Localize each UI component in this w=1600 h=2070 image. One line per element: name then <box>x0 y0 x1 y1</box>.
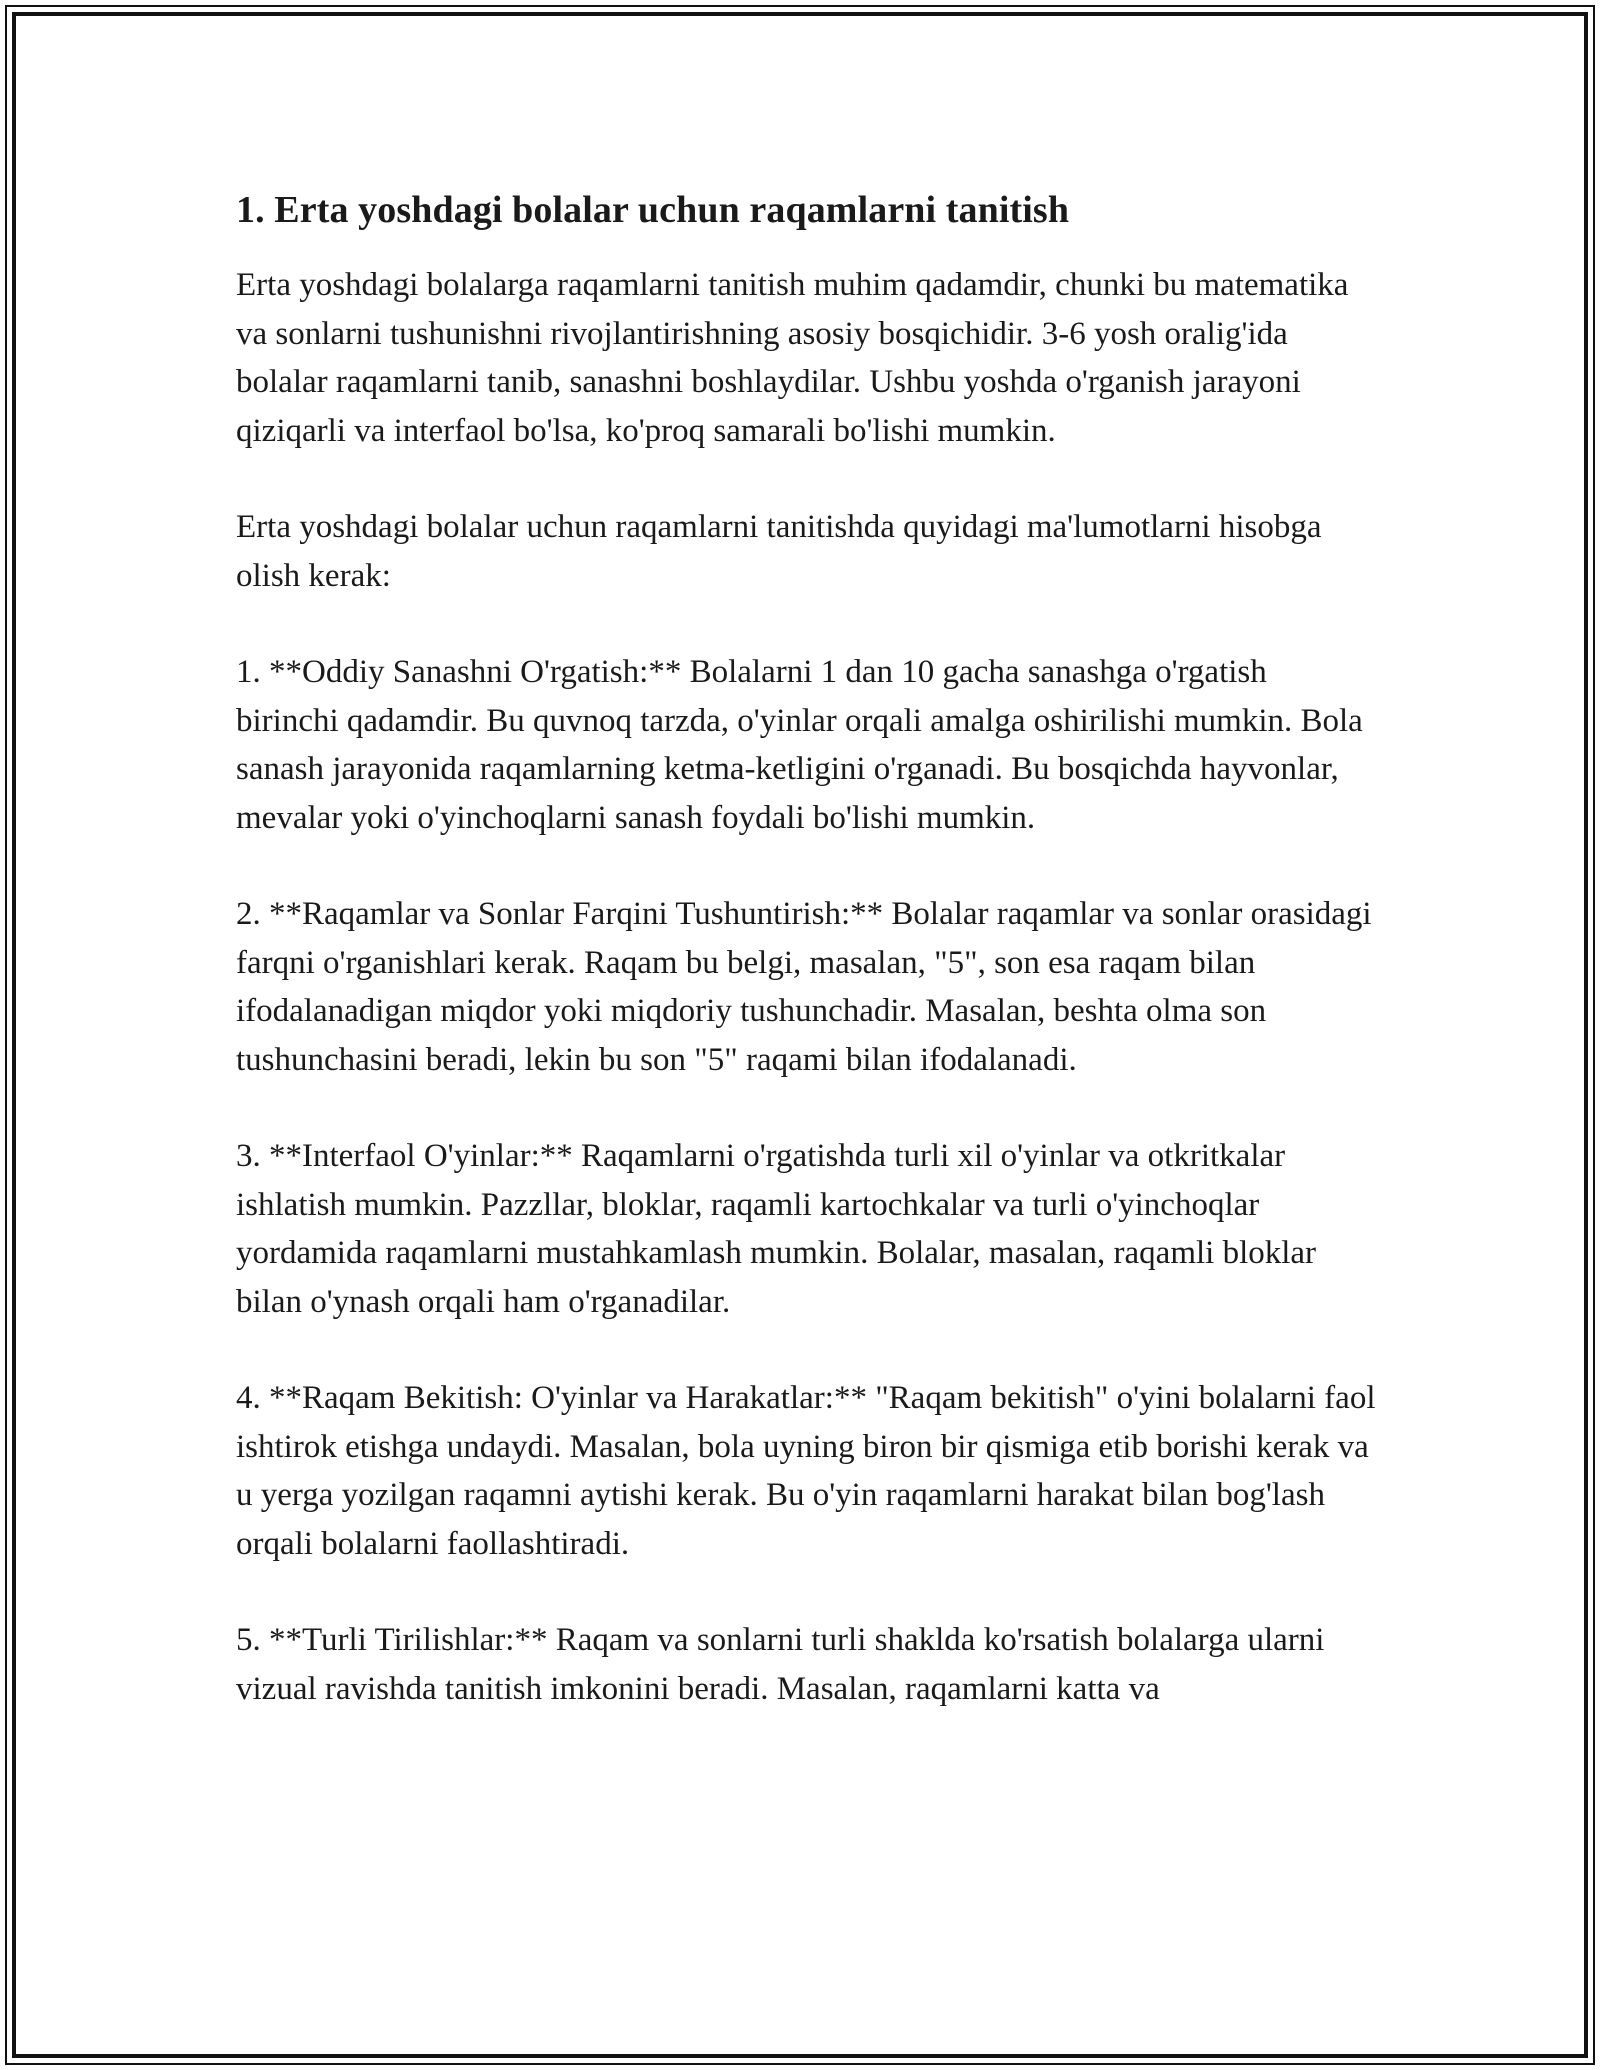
list-item-3-paragraph: 3. **Interfaol O'yinlar:** Raqamlarni o'rgatishda turli xil o'yinlar va otkritkalar ishlatish mumkin. Pazzllar, bloklar, raqamli kartochkalar va turli o'yinchoqlar yordamida raqamlarni mustahkamlash mumkin. Bolalar, masalan, raqamli bloklar bilan o'ynash orqali ham o'rganadilar. <box>236 1138 1317 1320</box>
list-item-4-paragraph: 4. **Raqam Bekitish: O'yinlar va Harakatlar:** "Raqam bekitish" o'yini bolalarni faol ishtirok etishga undaydi. Masalan, bola uyning biron bir qismiga etib borishi kerak va u yerga yozilgan raqamni aytishi kerak. Bu o'yin raqamlarni harakat bilan bog'lash orqali bolalarni faollashtiradi. <box>236 1380 1376 1562</box>
intro-paragraph: Erta yoshdagi bolalarga raqamlarni tanitish muhim qadamdir, chunki bu matematika va sonlarni tushunishni rivojlantirishning asosiy bosqichidir. 3-6 yosh oralig'ida bolalar raqamlarni tanib, sanashni boshlaydilar. Ushbu yoshda o'rganish jarayoni qiziqarli va interfaol bo'lsa, ko'proq samarali bo'lishi mumkin. <box>236 267 1349 449</box>
list-item-2-paragraph: 2. **Raqamlar va Sonlar Farqini Tushuntirish:** Bolalar raqamlar va sonlar orasidagi farqni o'rganishlari kerak. Raqam bu belgi, masalan, "5", son esa raqam bilan ifodalanadigan miqdor yoki miqdoriy tushunchadir. Masalan, beshta olma son tushunchasini beradi, lekin bu son "5" raqami bilan ifodalanadi. <box>236 896 1372 1078</box>
list-item-1-paragraph: 1. **Oddiy Sanashni O'rgatish:** Bolalarni 1 dan 10 gacha sanashga o'rgatish birinchi qadamdir. Bu quvnoq tarzda, o'yinlar orqali amalga oshirilishi mumkin. Bola sanash jarayonida raqamlarning ketma-ketligini o'rganadi. Bu bosqichda hayvonlar, mevalar yoki o'yinchoqlarni sanash foydali bo'lishi mumkin. <box>236 654 1363 836</box>
document-body <box>236 185 1376 1713</box>
lead-in-paragraph: Erta yoshdagi bolalar uchun raqamlarni tanitishda quyidagi ma'lumotlarni hisobga olish kerak: <box>236 509 1322 594</box>
list-item-5-paragraph: 5. **Turli Tirilishlar:** Raqam va sonlarni turli shaklda ko'rsatish bolalarga ularni vizual ravishda tanitish imkonini beradi. Masalan, raqamlarni katta va <box>236 1622 1325 1707</box>
section-heading: 1. Erta yoshdagi bolalar uchun raqamlarni tanitish <box>236 189 1070 231</box>
